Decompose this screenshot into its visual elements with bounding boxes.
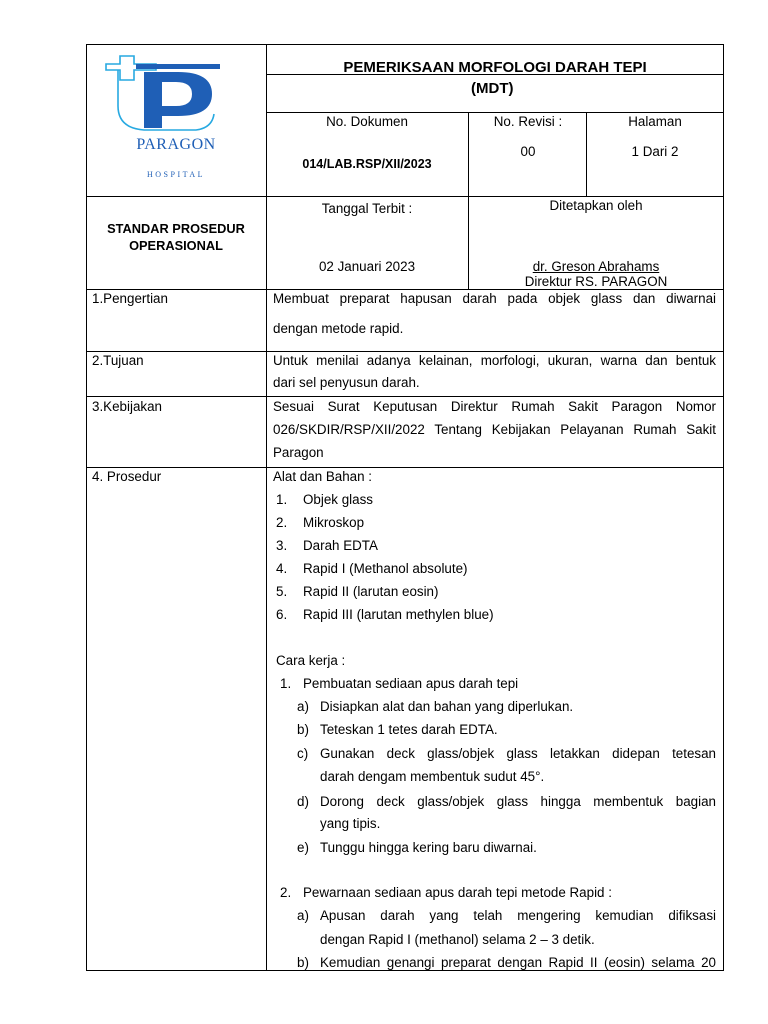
document-title-line2: (MDT): [471, 80, 514, 97]
document-title-line1: PEMERIKSAAN MORFOLOGI DARAH TEPI: [343, 59, 647, 76]
issue-date-label: Tanggal Terbit :: [321, 201, 413, 216]
pengertian-line1: Membuat preparat hapusan darah pada objek glass dan diwarnai: [273, 291, 716, 306]
substep-text-cont: yang tipis.: [320, 816, 381, 831]
substep-text: Kemudian genangi preparat dengan Rapid II (eosin) selama 20: [320, 955, 716, 970]
list-text: Darah EDTA: [303, 538, 378, 553]
section-label-kebijakan: 3.Kebijakan: [92, 399, 162, 414]
director-title: Direktur RS. PARAGON: [524, 274, 668, 289]
section-label-prosedur: 4. Prosedur: [92, 469, 162, 484]
list-text: Rapid I (Methanol absolute): [303, 561, 468, 576]
substep-text-cont: darah dengam membentuk sudut 45°.: [320, 769, 545, 784]
section-label-tujuan: 2.Tujuan: [92, 353, 144, 368]
substep-text: Disiapkan alat dan bahan yang diperlukan.: [320, 699, 574, 714]
list-number: 4.: [276, 561, 288, 576]
sop-title-line1: STANDAR PROSEDUR: [107, 221, 245, 236]
list-text: Rapid II (larutan eosin): [303, 584, 439, 599]
pengertian-line2: dengan metode rapid.: [273, 321, 404, 336]
issue-date-value: 02 Januari 2023: [318, 259, 416, 274]
substep-letter: b): [297, 955, 309, 970]
substep-letter: a): [297, 699, 309, 714]
kebijakan-line3: Paragon: [273, 445, 324, 460]
list-number: 5.: [276, 584, 288, 599]
substep-text: Tunggu hingga kering baru diwarnai.: [320, 840, 537, 855]
list-number: 2.: [276, 515, 288, 530]
substep-text-cont: dengan Rapid I (methanol) selama 2 – 3 detik.: [320, 932, 595, 947]
doc-no-label: No. Dokumen: [326, 114, 408, 129]
work-heading: Cara kerja :: [276, 653, 346, 668]
substep-letter: d): [297, 794, 309, 809]
revision-value: 00: [520, 144, 536, 159]
doc-no-value: 014/LAB.RSP/XII/2023: [302, 157, 432, 171]
set-by-label: Ditetapkan oleh: [549, 198, 643, 213]
list-text: Mikroskop: [303, 515, 365, 530]
substep-letter: b): [297, 722, 309, 737]
section-label-pengertian: 1.Pengertian: [92, 291, 168, 306]
substep-letter: e): [297, 840, 309, 855]
tools-heading: Alat dan Bahan :: [273, 469, 373, 484]
paragon-cross-logo-icon: [100, 50, 230, 140]
director-name: dr. Greson Abrahams: [532, 259, 660, 274]
substep-text: Teteskan 1 tetes darah EDTA.: [320, 722, 498, 737]
list-number: 3.: [276, 538, 288, 553]
kebijakan-line1: Sesuai Surat Keputusan Direktur Rumah Sakit Paragon Nomor: [273, 399, 716, 414]
substep-text: Gunakan deck glass/objek glass letakkan didepan tetesan: [320, 746, 716, 761]
kebijakan-line2: 026/SKDIR/RSP/XII/2022 Tentang Kebijakan Pelayanan Rumah Sakit: [273, 422, 716, 437]
tujuan-line1: Untuk menilai adanya kelainan, morfologi, ukuran, warna dan bentuk: [273, 353, 716, 368]
substep-text: Apusan darah yang telah mengering kemudian difiksasi: [320, 908, 716, 923]
hospital-logo: [100, 50, 230, 185]
page-label: Halaman: [628, 114, 682, 129]
step-title: Pembuatan sediaan apus darah tepi: [303, 676, 519, 691]
substep-text: Dorong deck glass/objek glass hingga membentuk bagian: [320, 794, 716, 809]
logo-subtitle: HOSPITAL: [146, 170, 206, 179]
page-value: 1 Dari 2: [631, 144, 679, 159]
step-number: 2.: [280, 885, 292, 900]
tujuan-line2: dari sel penyusun darah.: [273, 375, 420, 390]
logo-name: PARAGON: [136, 136, 216, 153]
substep-letter: c): [297, 746, 309, 761]
list-number: 1.: [276, 492, 288, 507]
step-number: 1.: [280, 676, 292, 691]
step-title: Pewarnaan sediaan apus darah tepi metode Rapid :: [303, 885, 612, 900]
sop-title-line2: OPERASIONAL: [129, 238, 223, 253]
substep-letter: a): [297, 908, 309, 923]
list-number: 6.: [276, 607, 288, 622]
list-text: Rapid III (larutan methylen blue): [303, 607, 494, 622]
revision-label: No. Revisi :: [493, 114, 563, 129]
list-text: Objek glass: [303, 492, 373, 507]
